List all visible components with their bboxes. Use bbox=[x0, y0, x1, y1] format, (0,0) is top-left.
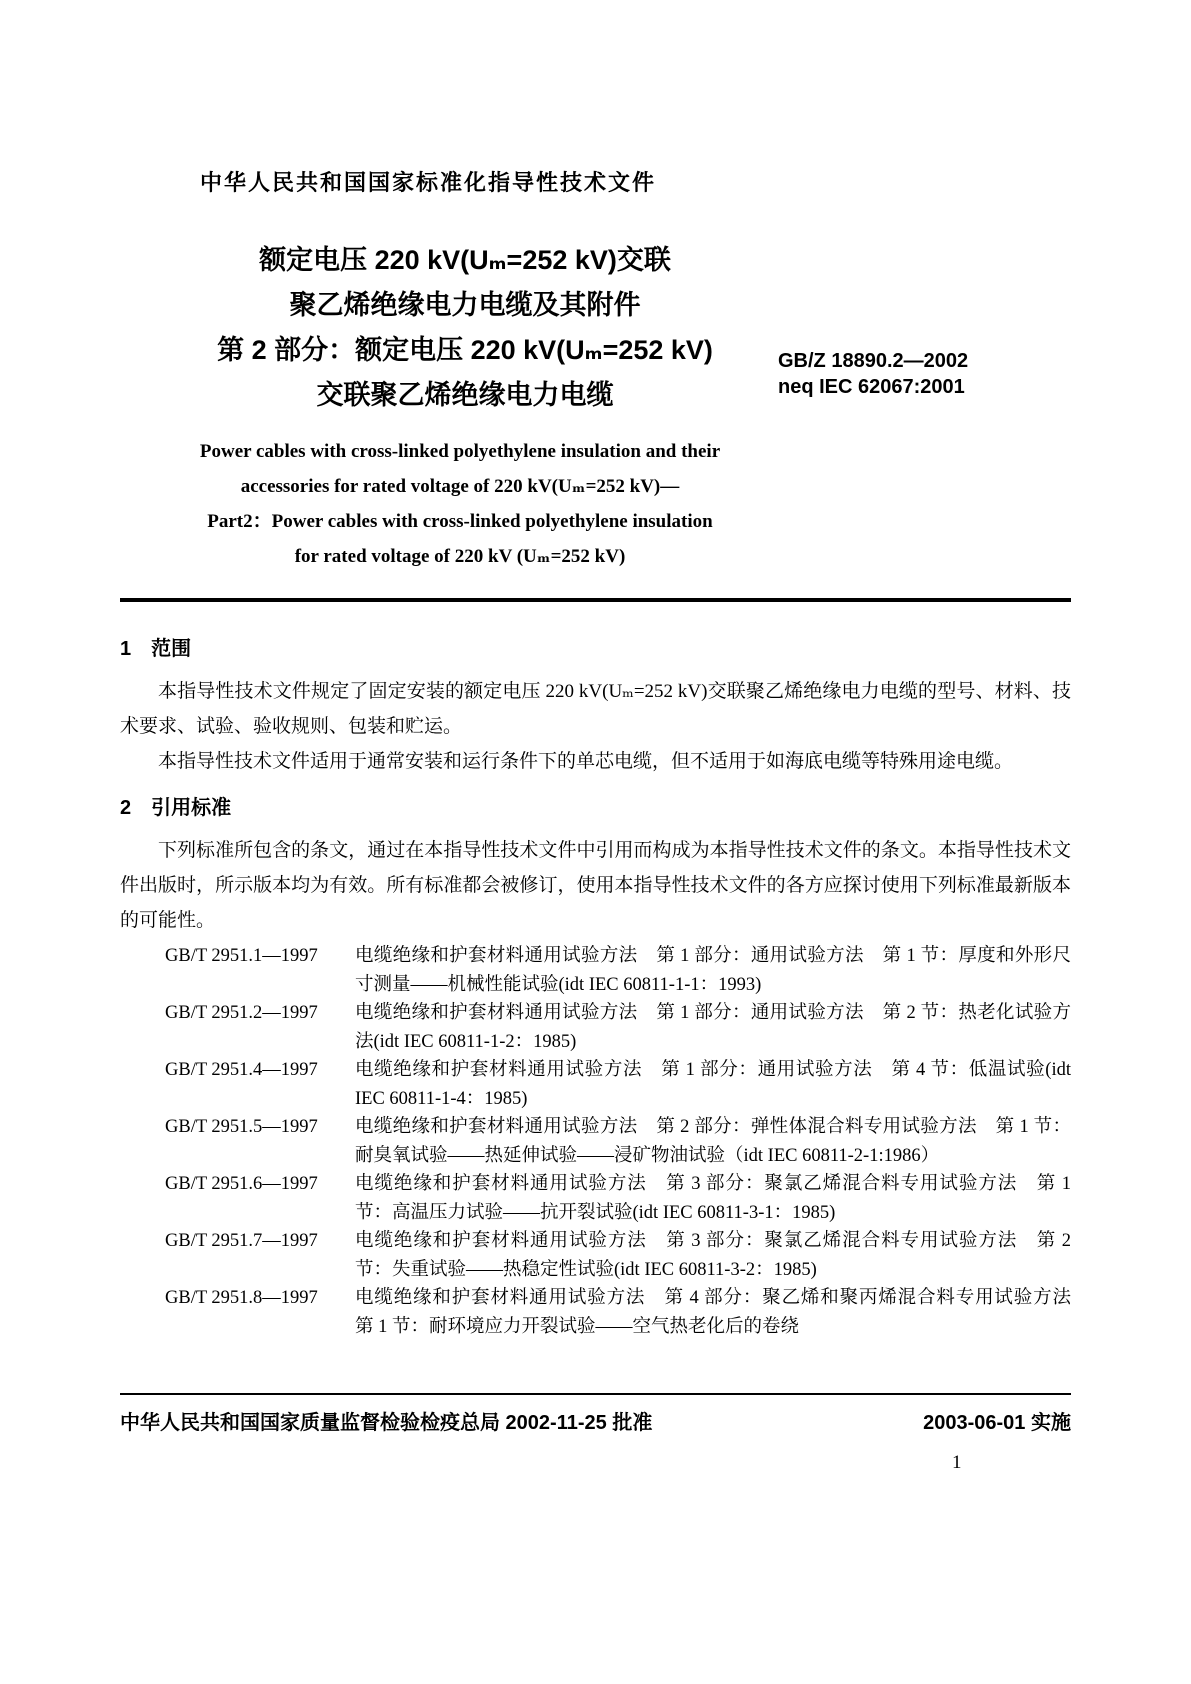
scope-paragraph-1: 本指导性技术文件规定了固定安装的额定电压 220 kV(Uₘ=252 kV)交联聚乙烯绝缘电力电缆的型号、材料、技术要求、试验、验收规则、包装和贮运。 bbox=[120, 681, 1071, 737]
reference-item bbox=[120, 942, 1071, 999]
reference-item bbox=[120, 1284, 1090, 1341]
reference-code: GB/T 2951.7—1997 bbox=[165, 1231, 318, 1251]
standard-code-block bbox=[778, 348, 968, 400]
title-cn-line-2: 聚乙烯绝缘电力电缆及其附件 bbox=[289, 290, 641, 320]
reference-code: GB/T 2951.2—1997 bbox=[165, 1003, 318, 1023]
section-scope-heading: 1 范围 bbox=[120, 638, 192, 660]
divider-rule bbox=[120, 598, 1071, 602]
title-cn-block bbox=[120, 238, 810, 418]
reference-desc: 电缆绝缘和护套材料通用试验方法 第 2 部分：弹性体混合料专用试验方法 第 1 节：耐臭氧试验——热延伸试验——浸矿物油试验（idt IEC 60811-2-1:1986） bbox=[355, 1117, 1071, 1166]
footer-approval: 中华人民共和国国家质量监督检验检疫总局 2002-11-25 批准 bbox=[120, 1412, 653, 1434]
reference-desc: 电缆绝缘和护套材料通用试验方法 第 1 部分：通用试验方法 第 2 节：热老化试验方法(idt IEC 60811-1-2：1985) bbox=[355, 1003, 1071, 1052]
scope-paragraph-2: 本指导性技术文件适用于通常安装和运行条件下的单芯电缆，但不适用于如海底电缆等特殊用途电缆。 bbox=[158, 751, 1014, 772]
standard-number: GB/Z 18890.2—2002 bbox=[778, 350, 969, 372]
reference-code: GB/T 2951.1—1997 bbox=[165, 946, 318, 966]
title-cn-line-1: 额定电压 220 kV(Uₘ=252 kV)交联 bbox=[259, 245, 671, 275]
section-references-heading: 2 引用标准 bbox=[120, 797, 232, 819]
document-body bbox=[120, 636, 1090, 1341]
title-en-line-1: Power cables with cross-linked polyethylene insulation and their bbox=[199, 441, 721, 462]
reference-desc: 电缆绝缘和护套材料通用试验方法 第 4 部分：聚乙烯和聚丙烯混合料专用试验方法 第 1 节：耐环境应力开裂试验——空气热老化后的卷绕 bbox=[355, 1288, 1090, 1337]
reference-code: GB/T 2951.4—1997 bbox=[165, 1060, 318, 1080]
reference-item bbox=[120, 999, 1071, 1056]
title-cn-line-4: 交联聚乙烯绝缘电力电缆 bbox=[316, 380, 614, 410]
reference-desc: 电缆绝缘和护套材料通用试验方法 第 3 部分：聚氯乙烯混合料专用试验方法 第 2 节：失重试验——热稳定性试验(idt IEC 60811-3-2：1985) bbox=[355, 1231, 1071, 1280]
title-cn-line-3: 第 2 部分：额定电压 220 kV(Uₘ=252 kV) bbox=[217, 335, 713, 365]
reference-code: GB/T 2951.6—1997 bbox=[165, 1174, 318, 1194]
reference-desc: 电缆绝缘和护套材料通用试验方法 第 3 部分：聚氯乙烯混合料专用试验方法 第 1 节：高温压力试验——抗开裂试验(idt IEC 60811-3-1：1985) bbox=[355, 1174, 1071, 1223]
title-en-block bbox=[120, 434, 800, 574]
title-en-line-4: for rated voltage of 220 kV (Uₘ=252 kV) bbox=[294, 546, 626, 567]
reference-item bbox=[120, 1113, 1071, 1170]
standard-adoption: neq IEC 62067:2001 bbox=[778, 376, 965, 398]
reference-desc: 电缆绝缘和护套材料通用试验方法 第 1 部分：通用试验方法 第 4 节：低温试验(idt IEC 60811-1-4：1985) bbox=[355, 1060, 1071, 1109]
doc-class-heading: 中华人民共和国国家标准化指导性技术文件 bbox=[200, 170, 657, 195]
title-en-line-3: Part2：Power cables with cross-linked polyethylene insulation bbox=[207, 511, 713, 532]
references-intro: 下列标准所包含的条文，通过在本指导性技术文件中引用而构成为本指导性技术文件的条文。本指导性技术文件出版时，所示版本均为有效。所有标准都会被修订，使用本指导性技术文件的各方应探讨使用下列标准最新版本的可能性。 bbox=[120, 840, 1071, 931]
reference-code: GB/T 2951.8—1997 bbox=[165, 1288, 318, 1308]
reference-desc: 电缆绝缘和护套材料通用试验方法 第 1 部分：通用试验方法 第 1 节：厚度和外形尺寸测量——机械性能试验(idt IEC 60811-1-1：1993) bbox=[355, 946, 1071, 995]
title-en-line-2: accessories for rated voltage of 220 kV(Uₘ=252 kV)— bbox=[240, 476, 680, 497]
page-footer bbox=[120, 1393, 1071, 1435]
reference-item bbox=[120, 1170, 1071, 1227]
reference-list bbox=[120, 942, 1090, 1341]
footer-implementation: 2003-06-01 实施 bbox=[923, 1412, 1071, 1434]
reference-item bbox=[120, 1056, 1071, 1113]
page-number: 1 bbox=[952, 1452, 962, 1473]
reference-item bbox=[120, 1227, 1071, 1284]
reference-code: GB/T 2951.5—1997 bbox=[165, 1117, 318, 1137]
